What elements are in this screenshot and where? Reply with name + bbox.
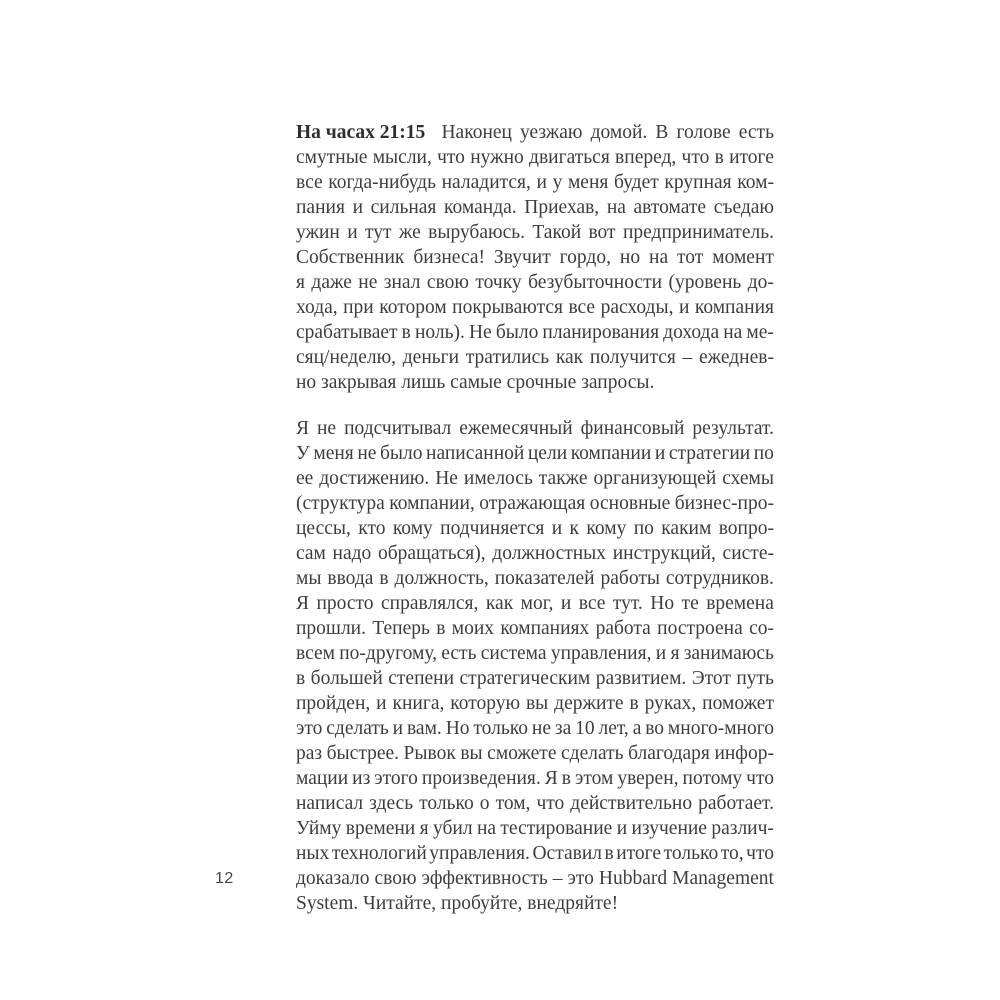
word: много-много [667, 718, 774, 739]
word: подсчитывал [344, 418, 452, 439]
word: безубыточности [528, 272, 663, 293]
word: большей [310, 668, 383, 689]
word: меня [567, 172, 609, 193]
word: компания [694, 297, 774, 318]
word: хода, [296, 297, 338, 318]
word: действительно [570, 793, 693, 814]
text-line [296, 791, 774, 816]
text-line [296, 145, 774, 170]
word: Hubbard [598, 868, 668, 889]
word: благодаря [628, 743, 710, 764]
word: ноль). [414, 322, 465, 343]
word: котором [379, 297, 447, 318]
word: организующей [593, 468, 717, 489]
word: – [682, 347, 693, 368]
word: Приехав, [524, 197, 600, 218]
word: сяц/неделю, [296, 347, 397, 368]
word: это [296, 718, 323, 739]
word: меня [313, 443, 354, 464]
word: и [376, 693, 387, 714]
word: и [352, 197, 363, 218]
text-line [296, 616, 774, 641]
word: не [317, 418, 337, 439]
word: все [568, 297, 596, 318]
word: все [296, 172, 323, 193]
word: двигаться [529, 147, 610, 168]
word: а [632, 718, 642, 739]
word: и [678, 297, 690, 318]
word: (уровень [668, 272, 742, 293]
word: здесь [369, 793, 414, 814]
word: автомате [633, 197, 707, 218]
word: ежеднев- [698, 347, 774, 368]
word: держите [554, 693, 624, 714]
word: инструкций, [612, 543, 716, 564]
word: итоге [616, 843, 662, 864]
word: которую [450, 693, 521, 714]
word: основные [589, 493, 671, 514]
word: покрываются [452, 297, 563, 318]
text-line [296, 416, 774, 441]
word: различ- [711, 818, 774, 839]
word: всем [296, 643, 335, 664]
word: на [649, 247, 669, 268]
word: и [392, 718, 404, 739]
word: и [616, 818, 628, 839]
word: вам. [406, 718, 442, 739]
text-line [296, 491, 774, 516]
text-line: System. Читайте, пробуйте, внедряйте! [296, 893, 619, 914]
word: просто [316, 593, 374, 614]
text-line [296, 866, 774, 891]
word: вы [525, 693, 549, 714]
text-line [296, 195, 774, 220]
text-line [296, 691, 774, 716]
word: управления, [550, 643, 652, 664]
word: система [480, 643, 547, 664]
word: – [552, 868, 563, 889]
word: ежемесячный [459, 418, 573, 439]
word: убил [432, 818, 473, 839]
word: точку [475, 272, 522, 293]
word: произведения. [421, 768, 541, 789]
text-line [296, 220, 774, 245]
word: на [723, 322, 743, 343]
word: надо [332, 543, 372, 564]
word: цели [527, 443, 568, 464]
word: сильная [370, 197, 437, 218]
text-line [296, 466, 774, 491]
word: (структура [296, 493, 385, 514]
word: есть [441, 643, 477, 664]
word: отражающая [479, 493, 586, 514]
word: это [567, 868, 594, 889]
word: поможет [702, 693, 774, 714]
text-line [296, 441, 774, 466]
word: в [379, 568, 389, 589]
word: прошли. [296, 618, 366, 639]
word: как [485, 593, 514, 614]
word: было [379, 443, 423, 464]
word: развитием. [595, 668, 687, 689]
text-line [296, 741, 774, 766]
word: я [296, 272, 305, 293]
word: быстрее. [326, 743, 400, 764]
word: сделать [561, 743, 624, 764]
text-line [296, 666, 774, 691]
word: по-другому, [339, 643, 437, 664]
word: даже [311, 272, 352, 293]
text-line: но закрывая лишь самые срочные запросы. [296, 372, 655, 393]
word: Собственник [296, 247, 405, 268]
word: дохода [663, 322, 720, 343]
text-line [296, 816, 774, 841]
word: написанной [426, 443, 525, 464]
word: В [655, 122, 669, 143]
word: Я [544, 768, 558, 789]
word: обращаться), [377, 543, 486, 564]
word: о [479, 793, 490, 814]
word: должность, [394, 568, 489, 589]
text-line [296, 541, 774, 566]
word: гордо, [559, 247, 611, 268]
word: что [437, 147, 465, 168]
word: не [358, 272, 378, 293]
word: уезжаю [520, 122, 583, 143]
word: раз [296, 743, 323, 764]
word: тот [677, 247, 704, 268]
word: Такой [532, 222, 582, 243]
word: в [714, 147, 724, 168]
word: момент [712, 247, 774, 268]
word: построена [657, 618, 743, 639]
text-line [296, 766, 774, 791]
word: домой. [590, 122, 648, 143]
word: инфор- [714, 743, 774, 764]
word: тратились [465, 347, 550, 368]
word: в [604, 843, 614, 864]
word: потому [682, 768, 743, 789]
text-line [296, 516, 774, 541]
word: вырубаюсь. [428, 222, 526, 243]
word: и [551, 518, 563, 539]
word: съедаю [713, 197, 774, 218]
word: Но [650, 593, 675, 614]
word: бизнес-про- [674, 493, 774, 514]
word: вы [460, 743, 483, 764]
word: Рывок [403, 743, 456, 764]
word: тут [365, 222, 392, 243]
paragraph-1 [296, 120, 774, 395]
word: руках, [644, 693, 697, 714]
word: путь [736, 668, 774, 689]
word: сделать [326, 718, 389, 739]
word: деньги [402, 347, 460, 368]
word: что [746, 843, 774, 864]
text-line [296, 295, 774, 320]
word: Я [296, 418, 310, 439]
word: ввода [327, 568, 374, 589]
word: знал [383, 272, 421, 293]
word: работы [600, 568, 660, 589]
word: ных [296, 843, 330, 864]
word: сам [296, 543, 326, 564]
word: и [347, 222, 358, 243]
word: справлялся, [381, 593, 479, 614]
word: что [746, 768, 774, 789]
word: компании, [389, 493, 475, 514]
word: же [398, 222, 421, 243]
text-line [296, 320, 774, 345]
word: из [352, 768, 371, 789]
word: ужин [296, 222, 340, 243]
word: голове [676, 122, 731, 143]
word: в [561, 768, 571, 789]
word: по [753, 443, 774, 464]
text-column [296, 120, 774, 916]
word: вперед, [615, 147, 677, 168]
word: на [606, 197, 626, 218]
word: я [419, 818, 429, 839]
word: пания [296, 197, 345, 218]
word: кто [358, 518, 386, 539]
word: Не [435, 468, 458, 489]
word: написал [296, 793, 364, 814]
word: том, [495, 793, 531, 814]
word: У [296, 443, 310, 464]
word: пройден, [296, 693, 371, 714]
word: Наконец [441, 122, 512, 143]
word: со- [749, 618, 774, 639]
word: получится [589, 347, 676, 368]
word: во [645, 718, 665, 739]
word: финансовый [580, 418, 685, 439]
word: должностных [492, 543, 607, 564]
word: имелось [463, 468, 533, 489]
word: этого [374, 768, 418, 789]
word: будет [613, 172, 659, 193]
word: кому [586, 518, 627, 539]
word: я [670, 643, 680, 664]
word: мысли, [372, 147, 432, 168]
word: Не [468, 322, 492, 343]
word: не [357, 443, 377, 464]
word: свою [374, 868, 417, 889]
word: смутные [296, 147, 368, 168]
word: стратегии [668, 443, 751, 464]
word: этом [574, 768, 614, 789]
word: кому [392, 518, 433, 539]
text-line [296, 245, 774, 270]
word: свою [426, 272, 469, 293]
word: на [476, 818, 497, 839]
word: Оставил [532, 843, 602, 864]
word: Но [445, 718, 470, 739]
word: что [536, 793, 565, 814]
word: управления. [429, 843, 530, 864]
word: предприниматель. [622, 222, 774, 243]
word: в [629, 693, 639, 714]
word: только [663, 843, 719, 864]
word: наладится, [441, 172, 531, 193]
word: сотрудников. [665, 568, 774, 589]
word: уверен, [617, 768, 679, 789]
text-line [296, 716, 774, 741]
word: тестирование [500, 818, 613, 839]
word: достижению. [319, 468, 430, 489]
word: ее [296, 468, 314, 489]
word: работа [595, 618, 651, 639]
word: когда-нибудь [328, 172, 436, 193]
word: планирования [542, 322, 660, 343]
word: доказало [296, 868, 370, 889]
word: только [419, 793, 474, 814]
word: в [436, 618, 446, 639]
word: команда. [444, 197, 517, 218]
word: Этот [691, 668, 731, 689]
word: за [554, 718, 572, 739]
word: крупная [664, 172, 732, 193]
word: бизнеса! [413, 247, 485, 268]
word: лет, [598, 718, 629, 739]
word: каким [661, 518, 712, 539]
paragraph-2 [296, 416, 774, 916]
word: эффективность [421, 868, 548, 889]
word: показателей [494, 568, 595, 589]
word: ком- [737, 172, 774, 193]
word: работает. [698, 793, 774, 814]
word: цессы, [296, 518, 351, 539]
word: при [343, 297, 374, 318]
word: сможете [487, 743, 557, 764]
word: систе- [722, 543, 774, 564]
text-line [296, 270, 774, 295]
word: как [555, 347, 584, 368]
word: по [633, 518, 654, 539]
word: результат. [692, 418, 774, 439]
word: изучение [631, 818, 707, 839]
word: компаниях [500, 618, 590, 639]
word: моих [451, 618, 495, 639]
word: в [401, 322, 411, 343]
paragraph-1-lines [296, 145, 774, 395]
word: тут. [612, 593, 643, 614]
word: также [538, 468, 588, 489]
word: мы [296, 568, 322, 589]
word: Теперь [372, 618, 430, 639]
word: срабатывает [296, 322, 398, 343]
word: схемы [722, 468, 774, 489]
word: Звучит [493, 247, 551, 268]
word: стратегическим [459, 668, 591, 689]
word: но [619, 247, 641, 268]
word: и [536, 172, 547, 193]
word: то, [720, 843, 744, 864]
text-line [296, 345, 774, 370]
word: степени [388, 668, 455, 689]
word: Уйму [296, 818, 342, 839]
word: у [552, 172, 563, 193]
word: книга, [392, 693, 445, 714]
word: и [560, 593, 572, 614]
text-line [296, 841, 774, 866]
word: не [531, 718, 551, 739]
word: мог, [520, 593, 554, 614]
word: и [655, 643, 667, 664]
word: ме- [746, 322, 774, 343]
word: времена [706, 593, 774, 614]
word: до- [747, 272, 774, 293]
word: Management [672, 868, 774, 889]
text-line-with-lead [296, 120, 774, 145]
word: было [495, 322, 539, 343]
word: есть [738, 122, 774, 143]
word: и [654, 443, 666, 464]
word: нужно [470, 147, 524, 168]
text-line [296, 641, 774, 666]
text-line [296, 566, 774, 591]
word: занимаюсь [683, 643, 774, 664]
text-line [296, 591, 774, 616]
word: вопро- [718, 518, 774, 539]
word: компании [570, 443, 652, 464]
word: подчиняется [440, 518, 545, 539]
text-line [296, 170, 774, 195]
word: только [473, 718, 529, 739]
word: вот [588, 222, 616, 243]
word: времени [345, 818, 416, 839]
word: технологий [331, 843, 427, 864]
word: мации [296, 768, 349, 789]
word: все [578, 593, 606, 614]
word: к [569, 518, 580, 539]
page-number: 12 [215, 870, 234, 887]
word: те [681, 593, 699, 614]
word: что [681, 147, 710, 168]
word: 10 [575, 718, 595, 739]
paragraph-2-lines [296, 416, 774, 916]
time-lead: На часах 21:15 [296, 122, 426, 143]
word: итоге [729, 147, 774, 168]
word: Я [296, 593, 310, 614]
word: расходы, [600, 297, 674, 318]
word: в [296, 668, 306, 689]
